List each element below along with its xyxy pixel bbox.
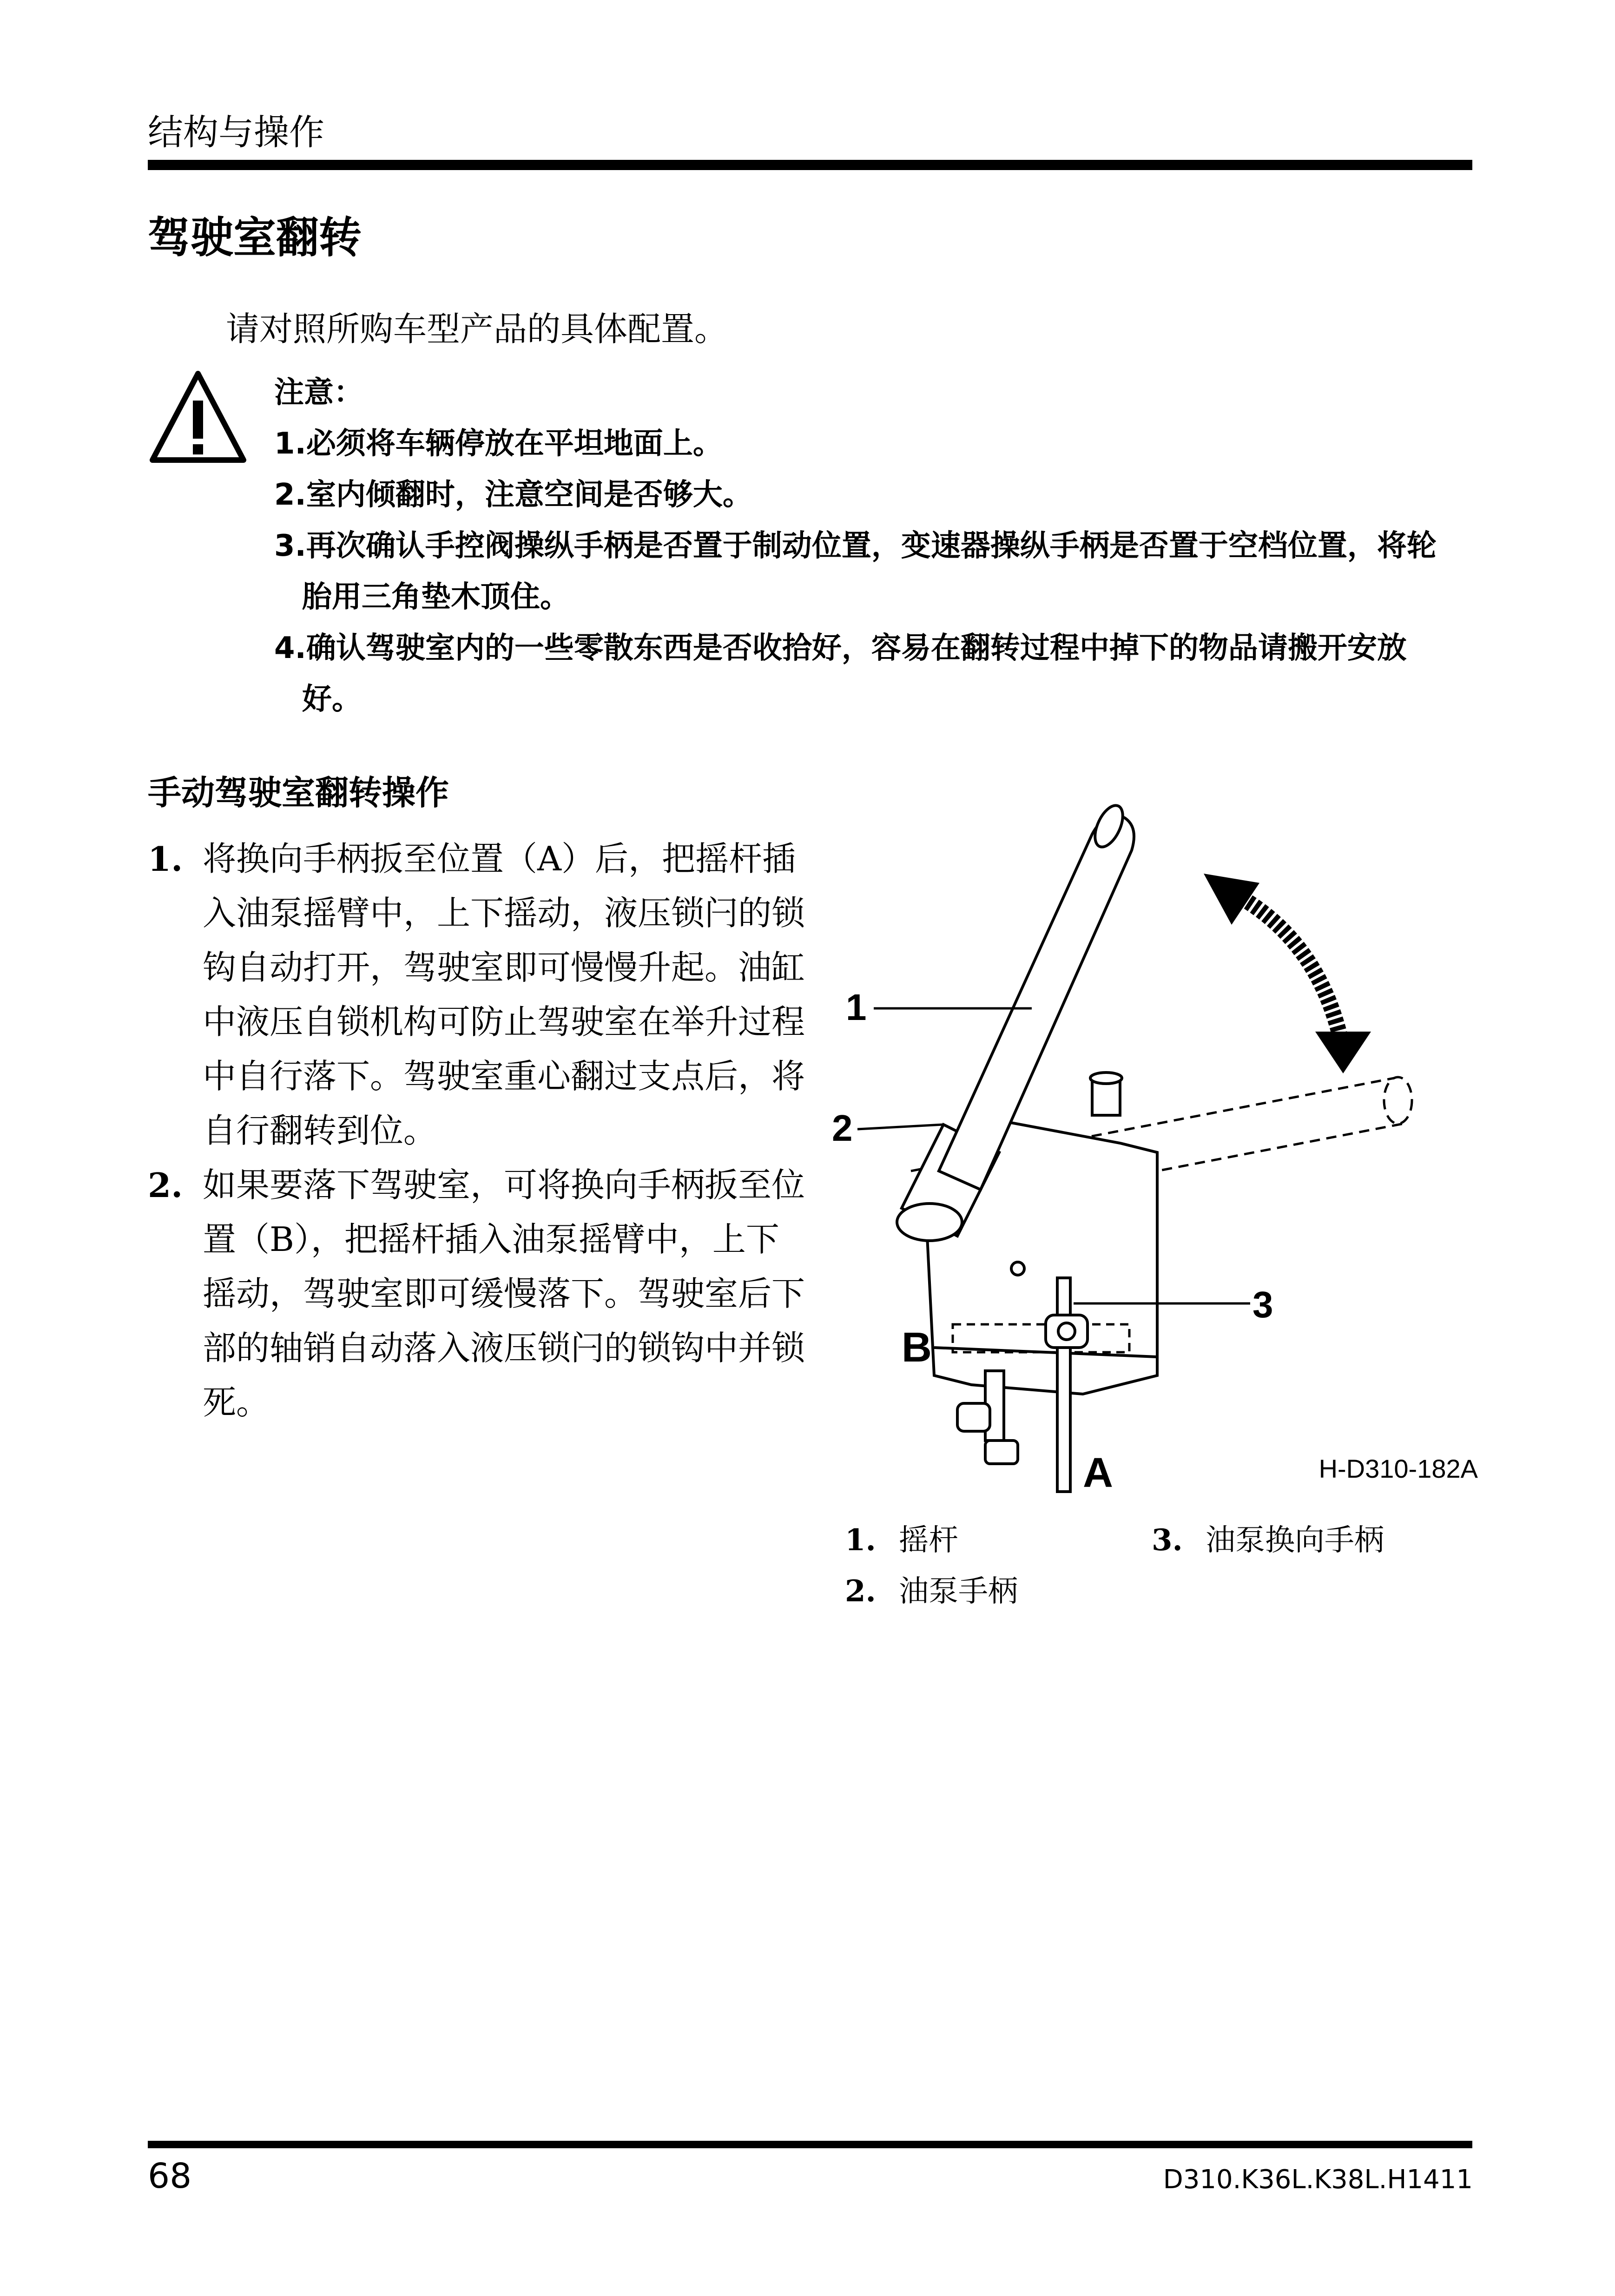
section-header: 结构与操作	[148, 112, 324, 153]
legend-label: 油泵手柄	[899, 1574, 1018, 1609]
step-item	[148, 832, 808, 1158]
callout-2: 2	[832, 1107, 853, 1149]
notice-label: 注意：	[274, 375, 363, 410]
position-a-label: A	[1083, 1450, 1113, 1496]
notice-item: 4.确认驾驶室内的一些零散东西是否收拾好，容易在翻转过程中掉下的物品请搬开安放好。	[274, 631, 1407, 717]
legend-number: 3.	[1152, 1523, 1183, 1558]
legend-item	[1152, 1515, 1458, 1566]
manual-heading: 手动驾驶室翻转操作	[148, 773, 449, 812]
figure-legend	[845, 1515, 1458, 1617]
position-b-label: B	[902, 1324, 932, 1371]
notice-item: 2.室内倾翻时，注意空间是否够大。	[274, 478, 752, 512]
steps-list	[148, 832, 808, 1430]
legend-item	[845, 1515, 1152, 1566]
notice-block	[274, 367, 1464, 725]
legend-item	[845, 1566, 1152, 1617]
step-text: 如果要落下驾驶室，可将换向手柄扳至位置（B），把摇杆插入油泵摇臂中，上下摇动，驾驶室即可缓慢落下。驾驶室后下部的轴销自动落入液压锁闩的锁钩中并锁死。	[203, 1165, 805, 1422]
footer-rule	[148, 2141, 1472, 2148]
notice-item: 3.再次确认手控阀操纵手柄是否置于制动位置，变速器操纵手柄是否置于空档位置，将轮胎用三角垫木顶住。	[274, 529, 1437, 614]
header-rule	[148, 160, 1472, 170]
cab-tilt-pump-figure	[832, 790, 1483, 1496]
document-code: D310.K36L.K38L.H1411	[1163, 2164, 1473, 2195]
intro-text: 请对照所购车型产品的具体配置。	[226, 309, 728, 349]
legend-label: 摇杆	[899, 1523, 958, 1558]
page-number: 68	[148, 2156, 192, 2196]
legend-label: 油泵换向手柄	[1206, 1523, 1384, 1558]
warning-icon	[147, 368, 249, 466]
step-text: 将换向手柄扳至位置（A）后，把摇杆插入油泵摇臂中，上下摇动，液压锁闩的锁钩自动打开，驾驶室即可慢慢升起。油缸中液压自锁机构可防止驾驶室在举升过程中自行落下。驾驶室重心翻过支点后，将自行翻转到位。	[203, 839, 805, 1150]
step-number: 1.	[148, 839, 183, 879]
page-title: 驾驶室翻转	[148, 213, 362, 263]
callout-3: 3	[1252, 1284, 1273, 1325]
callout-1: 1	[846, 987, 867, 1028]
legend-number: 1.	[845, 1523, 876, 1558]
step-item	[148, 1158, 808, 1430]
tilt-arrow-icon	[1204, 874, 1371, 1073]
step-number: 2.	[148, 1165, 183, 1205]
figure-code: H-D310-182A	[1318, 1454, 1478, 1483]
notice-item: 1.必须将车辆停放在平坦地面上。	[274, 427, 723, 461]
legend-number: 2.	[845, 1574, 876, 1609]
